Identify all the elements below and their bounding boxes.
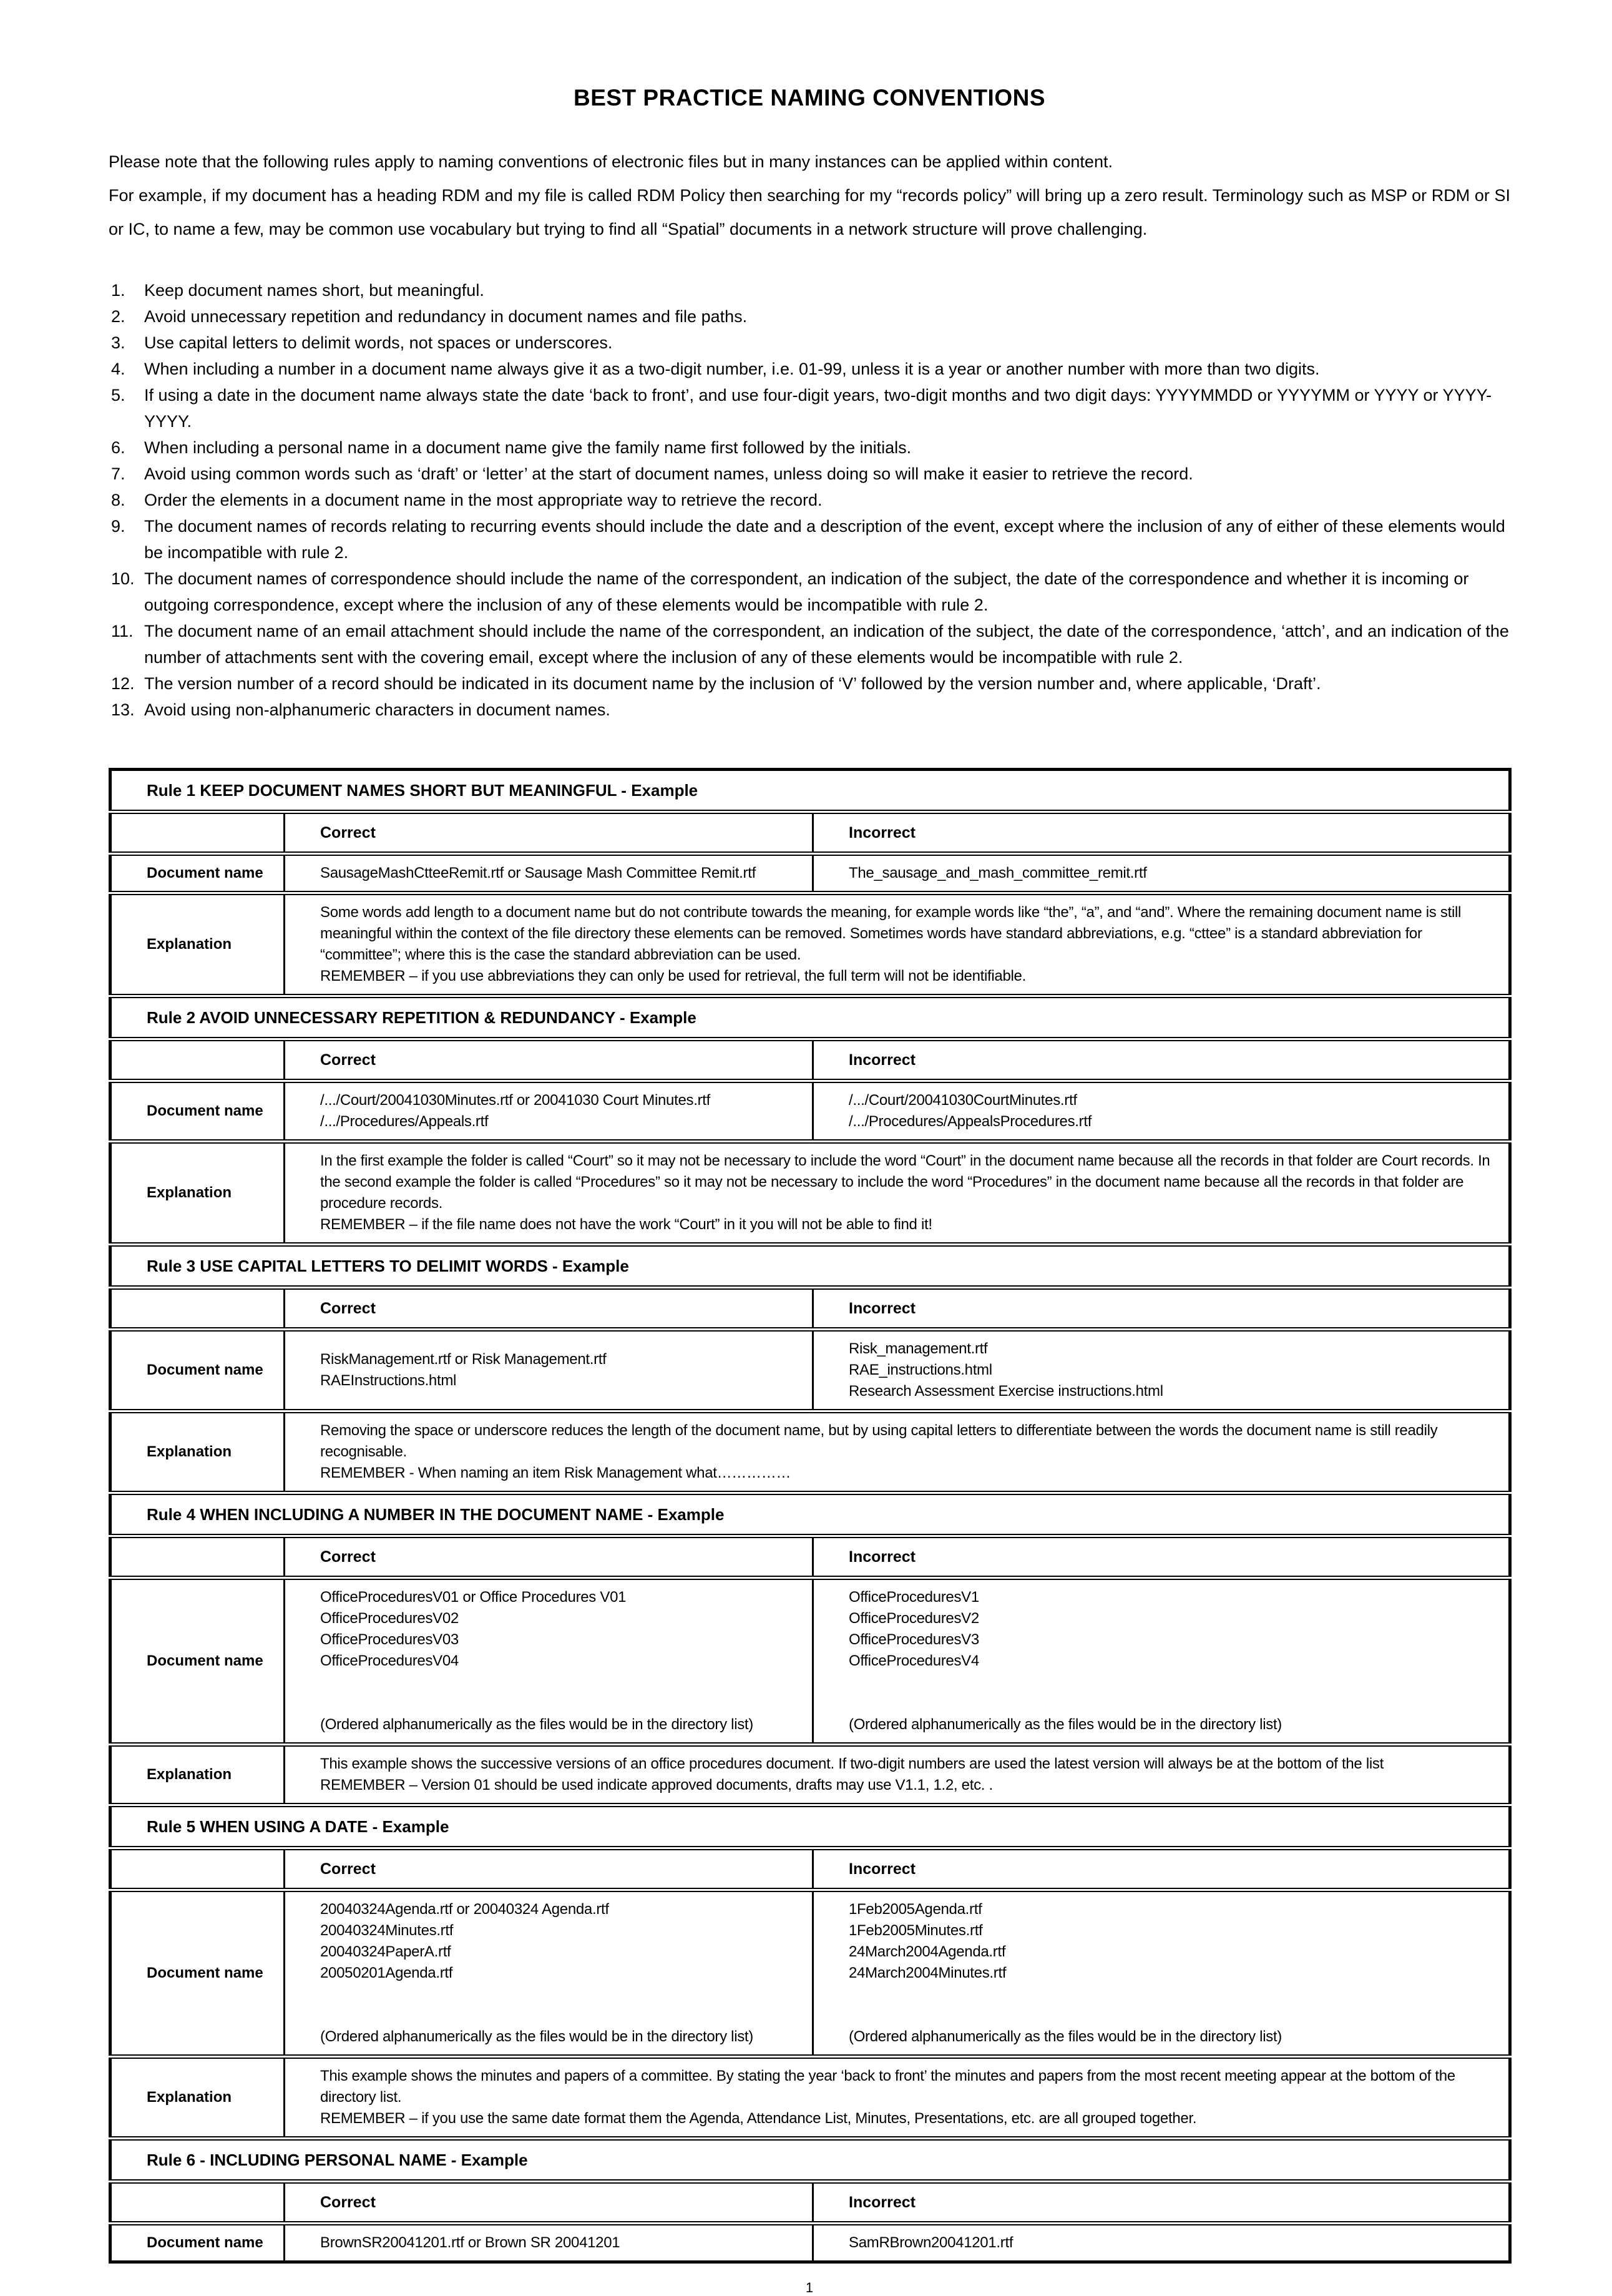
rule-5-header: Rule 5 WHEN USING A DATE - Example: [110, 1805, 1510, 1848]
rule-6-document-name-row: [110, 2224, 1510, 2262]
rule-1-column-header-row: [110, 812, 1510, 854]
text-line: If using a date in the document name always state the date ‘back to front’, and use four-digit years, two-digit months and two digit days: YYYYMMDD or YYYYMM or YYYY or YYYY-YYYY.: [144, 386, 1492, 431]
rule-3-correct-examples: [285, 1330, 813, 1411]
document-name-label: Document name: [110, 1578, 285, 1745]
explanation-label: Explanation: [110, 2057, 285, 2139]
rule-6-header-row: [110, 2139, 1510, 2182]
text-line: SamRBrown20041201.rtf: [849, 2234, 1014, 2251]
text-line: OfficeProceduresV01 or Office Procedures V01: [320, 1589, 627, 1606]
rule-3-document-name-row: [110, 1330, 1510, 1411]
text-line: Removing the space or underscore reduces the length of the document name, but by using capital letters to differentiate between the words the document name is still readily recognisable.: [320, 1422, 1438, 1460]
text-line: [320, 1984, 806, 2005]
text-line: The document names of records relating to recurring events should include the date and a description of the event, except where the inclusion of any of either of these elements would be incompatible with rule 2.: [144, 517, 1505, 562]
text-line: This example shows the minutes and papers of a committee. By stating the year ‘back to front’ the minutes and papers from the most recent meeting appear at the bottom of the directory list.: [320, 2068, 1455, 2106]
text-line: 20050201Agenda.rtf: [320, 1965, 453, 1981]
rule-5-column-header-row: [110, 1848, 1510, 1890]
incorrect-column-header: Incorrect: [813, 1288, 1510, 1330]
text-line: [849, 1984, 1502, 2005]
text-line: [320, 1693, 806, 1714]
document-name-label: Document name: [110, 854, 285, 893]
rule-6-header: Rule 6 - INCLUDING PERSONAL NAME - Example: [110, 2139, 1510, 2182]
text-line: OfficeProceduresV04: [320, 1652, 459, 1669]
document-name-label: Document name: [110, 2224, 285, 2262]
text-line: 24March2004Agenda.rtf: [849, 1943, 1006, 1960]
rule-2-explanation: [285, 1142, 1510, 1245]
incorrect-column-header: Incorrect: [813, 1848, 1510, 1890]
text-line: REMEMBER – Version 01 should be used indicate approved documents, drafts may use V1.1, 1.2, etc. .: [320, 1777, 993, 1793]
text-line: The document name of an email attachment should include the name of the correspondent, an indication of the subject, the date of the correspondence, ‘attch’, and an indication of the number of attachments sent with the covering email, except where the inclusion of any of these elements would be incompatible with rule 2.: [144, 622, 1509, 667]
text-line: (Ordered alphanumerically as the files would be in the directory list): [320, 2028, 753, 2045]
rules-examples-table: [109, 768, 1512, 2264]
text-line: [849, 1672, 1502, 1693]
text-line: 1Feb2005Agenda.rtf: [849, 1901, 982, 1918]
text-line: REMEMBER – if you use the same date format them the Agenda, Attendance List, Minutes, Presentations, etc. are all grouped together.: [320, 2110, 1197, 2127]
rule-1-header-row: [110, 770, 1510, 812]
explanation-label: Explanation: [110, 1411, 285, 1493]
text-line: Use capital letters to delimit words, not spaces or underscores.: [144, 333, 613, 352]
rule-2-correct-examples: [285, 1081, 813, 1142]
rule-5-explanation-row: [110, 2057, 1510, 2139]
text-line: (Ordered alphanumerically as the files would be in the directory list): [849, 1716, 1282, 1733]
rule-5-document-name-row: [110, 1890, 1510, 2057]
text-line: RAE_instructions.html: [849, 1361, 992, 1378]
corner-cell: [110, 2182, 285, 2224]
text-line: /.../Court/20041030Minutes.rtf or 20041030 Court Minutes.rtf: [320, 1092, 711, 1109]
incorrect-column-header: Incorrect: [813, 1039, 1510, 1081]
text-line: Avoid using non-alphanumeric characters in document names.: [144, 700, 610, 719]
text-line: [320, 1672, 806, 1693]
text-line: 20040324Minutes.rtf: [320, 1922, 454, 1939]
rule-2-incorrect-examples: [813, 1081, 1510, 1142]
rule-3-column-header-row: [110, 1288, 1510, 1330]
rule-1-explanation-row: [110, 893, 1510, 996]
rule-5-header-row: [110, 1805, 1510, 1848]
text-line: This example shows the successive versions of an office procedures document. If two-digit numbers are used the latest version will always be at the bottom of the list: [320, 1755, 1384, 1772]
rule-3-header-row: [110, 1245, 1510, 1288]
rule-5-incorrect-examples: [813, 1890, 1510, 2057]
page-title: BEST PRACTICE NAMING CONVENTIONS: [573, 85, 1046, 110]
rule-4-explanation-row: [110, 1745, 1510, 1805]
text-line: Avoid using common words such as ‘draft’ or ‘letter’ at the start of document names, unless doing so will make it easier to retrieve the record.: [144, 464, 1193, 483]
text-line: (Ordered alphanumerically as the files would be in the directory list): [320, 1716, 753, 1733]
rule-1-incorrect-examples: [813, 854, 1510, 893]
rule-4-explanation: [285, 1745, 1510, 1805]
text-line: [849, 2005, 1502, 2026]
explanation-label: Explanation: [110, 893, 285, 996]
intro-paragraph-2: For example, if my document has a heading RDM and my file is called RDM Policy then searching for my “records policy” will bring up a zero result. Terminology such as MSP or RDM or SI or IC, to name a few, may be common use vocabulary but trying to find all “Spatial” documents in a network structure will prove challenging.: [109, 186, 1510, 238]
corner-cell: [110, 812, 285, 854]
rule-2-explanation-row: [110, 1142, 1510, 1245]
text-line: (Ordered alphanumerically as the files would be in the directory list): [849, 2028, 1282, 2045]
text-line: Risk_management.rtf: [849, 1340, 988, 1357]
text-line: SausageMashCtteeRemit.rtf or Sausage Mash Committee Remit.rtf: [320, 865, 756, 881]
rule-3-incorrect-examples: [813, 1330, 1510, 1411]
rule-6-incorrect-examples: [813, 2224, 1510, 2262]
text-line: 24March2004Minutes.rtf: [849, 1965, 1007, 1981]
corner-cell: [110, 1288, 285, 1330]
text-line: [849, 1693, 1502, 1714]
rule-1-explanation: [285, 893, 1510, 996]
correct-column-header: Correct: [285, 1536, 813, 1578]
rule-1-header: Rule 1 KEEP DOCUMENT NAMES SHORT BUT MEANINGFUL - Example: [110, 770, 1510, 812]
text-line: /.../Procedures/AppealsProcedures.rtf: [849, 1113, 1092, 1130]
text-line: The_sausage_and_mash_committee_remit.rtf: [849, 865, 1147, 881]
rule-6-correct-examples: [285, 2224, 813, 2262]
rule-4-header: Rule 4 WHEN INCLUDING A NUMBER IN THE DOCUMENT NAME - Example: [110, 1493, 1510, 1536]
correct-column-header: Correct: [285, 2182, 813, 2224]
rule-3-explanation-row: [110, 1411, 1510, 1493]
rules-numbered-list: [109, 277, 1510, 723]
document-name-label: Document name: [110, 1890, 285, 2057]
text-line: OfficeProceduresV03: [320, 1631, 459, 1648]
correct-column-header: Correct: [285, 1848, 813, 1890]
text-line: 1Feb2005Minutes.rtf: [849, 1922, 983, 1939]
text-line: RiskManagement.rtf or Risk Management.rtf: [320, 1351, 607, 1368]
text-line: Avoid unnecessary repetition and redundancy in document names and file paths.: [144, 307, 748, 326]
rule-2-header: Rule 2 AVOID UNNECESSARY REPETITION & REDUNDANCY - Example: [110, 996, 1510, 1039]
corner-cell: [110, 1848, 285, 1890]
incorrect-column-header: Incorrect: [813, 812, 1510, 854]
rule-1-correct-examples: [285, 854, 813, 893]
explanation-label: Explanation: [110, 1142, 285, 1245]
page-number: 1: [805, 2280, 814, 2295]
rule-4-incorrect-examples: [813, 1578, 1510, 1745]
rule-4-column-header-row: [110, 1536, 1510, 1578]
rule-2-document-name-row: [110, 1081, 1510, 1142]
text-line: When including a personal name in a document name give the family name first followed by the initials.: [144, 438, 912, 457]
incorrect-column-header: Incorrect: [813, 2182, 1510, 2224]
document-name-label: Document name: [110, 1081, 285, 1142]
text-line: 20040324PaperA.rtf: [320, 1943, 451, 1960]
text-line: OfficeProceduresV1: [849, 1589, 979, 1606]
rule-4-header-row: [110, 1493, 1510, 1536]
rule-1-document-name-row: [110, 854, 1510, 893]
rule-5-correct-examples: [285, 1890, 813, 2057]
text-line: When including a number in a document name always give it as a two-digit number, i.e. 01-99, unless it is a year or another number with more than two digits.: [144, 360, 1320, 378]
text-line: RAEInstructions.html: [320, 1372, 457, 1389]
text-line: OfficeProceduresV3: [849, 1631, 979, 1648]
correct-column-header: Correct: [285, 1039, 813, 1081]
text-line: /.../Court/20041030CourtMinutes.rtf: [849, 1092, 1077, 1109]
rule-3-explanation: [285, 1411, 1510, 1493]
rule-3-header: Rule 3 USE CAPITAL LETTERS TO DELIMIT WORDS - Example: [110, 1245, 1510, 1288]
rule-2-header-row: [110, 996, 1510, 1039]
text-line: 20040324Agenda.rtf or 20040324 Agenda.rtf: [320, 1901, 609, 1918]
text-line: The version number of a record should be indicated in its document name by the inclusion of ‘V’ followed by the version number and, where applicable, ‘Draft’.: [144, 674, 1321, 693]
text-line: REMEMBER – if the file name does not have the work “Court” in it you will not be able to find it!: [320, 1216, 932, 1233]
text-line: In the first example the folder is called “Court” so it may not be necessary to include the word “Court” in the document name because all the records in that folder are Court records. In the second example the folder is called “Procedures” so it may not be necessary to include the word “Procedures” in the document name because all the records in that folder are procedure records.: [320, 1152, 1490, 1212]
corner-cell: [110, 1536, 285, 1578]
text-line: [320, 2005, 806, 2026]
text-line: OfficeProceduresV02: [320, 1610, 459, 1627]
rule-2-column-header-row: [110, 1039, 1510, 1081]
text-line: The document names of correspondence should include the name of the correspondent, an indication of the subject, the date of the correspondence and whether it is incoming or outgoing correspondence, except where the inclusion of any of these elements would be incompatible with rule 2.: [144, 569, 1469, 614]
text-line: BrownSR20041201.rtf or Brown SR 20041201: [320, 2234, 620, 2251]
document-name-label: Document name: [110, 1330, 285, 1411]
text-line: REMEMBER - When naming an item Risk Management what……………: [320, 1464, 791, 1481]
text-line: /.../Procedures/Appeals.rtf: [320, 1113, 489, 1130]
text-line: REMEMBER – if you use abbreviations they can only be used for retrieval, the full term will not be identifiable.: [320, 968, 1026, 984]
correct-column-header: Correct: [285, 1288, 813, 1330]
text-line: Research Assessment Exercise instructions.html: [849, 1383, 1163, 1400]
rule-4-document-name-row: [110, 1578, 1510, 1745]
text-line: Some words add length to a document name but do not contribute towards the meaning, for example words like “the”, “a”, and “and”. Where the remaining document name is still meaningful within the context of the file directory these elements can be removed. Sometimes words have standard abbreviations, e.g. “cttee” is a standard abbreviation for “committee”; where this is the case the standard abbreviation can be used.: [320, 904, 1462, 963]
intro-paragraph-1: Please note that the following rules apply to naming conventions of electronic files but in many instances can be applied within content.: [109, 152, 1113, 171]
text-line: Order the elements in a document name in the most appropriate way to retrieve the record.: [144, 491, 823, 509]
incorrect-column-header: Incorrect: [813, 1536, 1510, 1578]
corner-cell: [110, 1039, 285, 1081]
rule-5-explanation: [285, 2057, 1510, 2139]
text-line: OfficeProceduresV2: [849, 1610, 979, 1627]
explanation-label: Explanation: [110, 1745, 285, 1805]
rule-6-column-header-row: [110, 2182, 1510, 2224]
rule-4-correct-examples: [285, 1578, 813, 1745]
text-line: Keep document names short, but meaningful.: [144, 281, 484, 300]
text-line: OfficeProceduresV4: [849, 1652, 979, 1669]
correct-column-header: Correct: [285, 812, 813, 854]
